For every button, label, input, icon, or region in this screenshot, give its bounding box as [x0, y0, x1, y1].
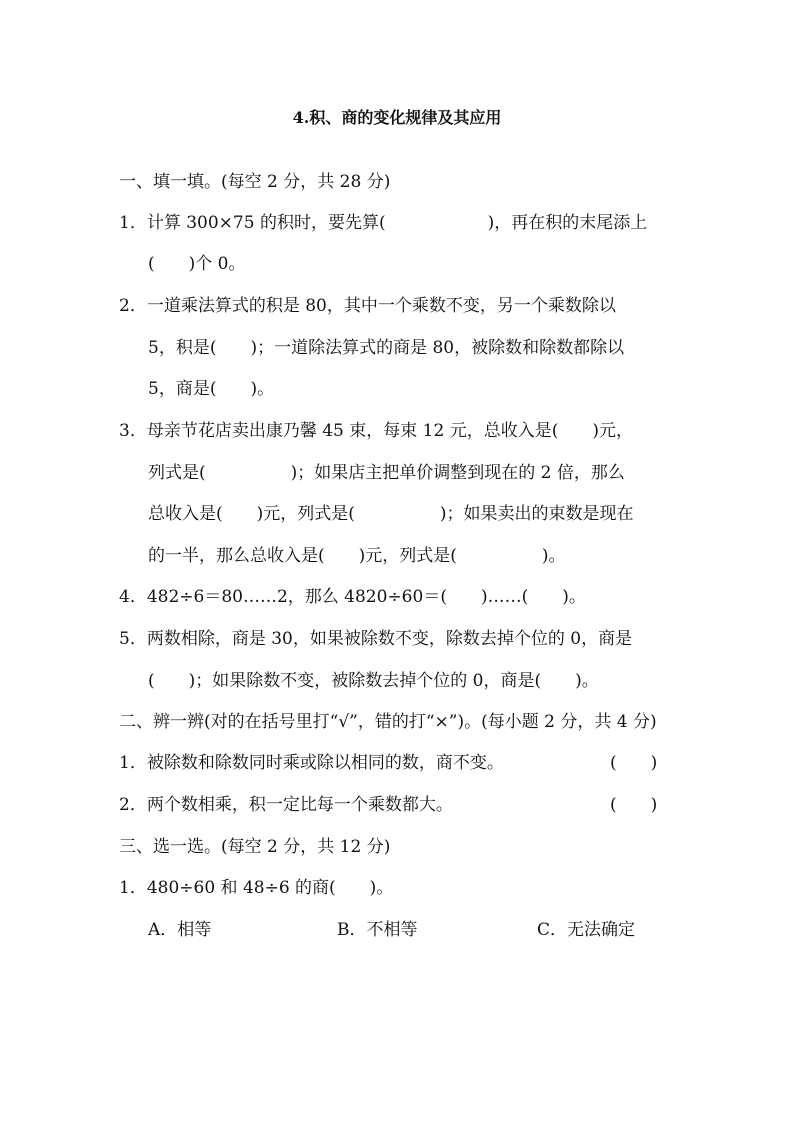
question-line: 5，积是( )；一道除法算式的商是 80，被除数和除数都除以 [148, 338, 625, 358]
question-line: 2．一道乘法算式的积是 80，其中一个乘数不变，另一个乘数除以 [119, 296, 616, 316]
question-line: ( )；如果除数不变，被除数去掉个位的 0，商是( )。 [148, 671, 599, 691]
question-line: 1．被除数和除数同时乘或除以相同的数，商不变。 [119, 753, 504, 773]
question-line: 4．482÷6＝80……2，那么 4820÷60＝( )……( )。 [119, 587, 586, 607]
question-line: 5．两数相除，商是 30，如果被除数不变，除数去掉个位的 0，商是 [119, 629, 633, 649]
section-2-heading: 二、辨一辨(对的在括号里打“√”，错的打“×”)。(每小题 2 分，共 4 分) [119, 712, 657, 732]
question-line: 2．两个数相乘，积一定比每一个乘数都大。 [119, 795, 453, 815]
question-line: ( )个 0。 [148, 254, 246, 274]
question-line: 1．计算 300×75 的积时，要先算( )，再在积的末尾添上 [119, 213, 648, 233]
question-line: 列式是( )；如果店主把单价调整到现在的 2 倍，那么 [148, 463, 625, 483]
option-b: B．不相等 [337, 920, 418, 940]
section-3-heading: 三、选一选。(每空 2 分，共 12 分) [119, 837, 391, 857]
question-line: 的一半，那么总收入是( )元，列式是( )。 [148, 546, 566, 566]
section-1-heading: 一、填一填。(每空 2 分，共 28 分) [119, 172, 391, 192]
question-line: 总收入是( )元，列式是( )；如果卖出的束数是现在 [148, 504, 634, 524]
question-line: 1．480÷60 和 48÷6 的商( )。 [119, 878, 394, 898]
answer-box: ( ) [610, 753, 658, 773]
question-line: 5，商是( )。 [148, 379, 275, 399]
page-title: 4.积、商的变化规律及其应用 [292, 108, 502, 127]
option-c: C．无法确定 [537, 920, 636, 940]
question-line: 3．母亲节花店卖出康乃馨 45 束，每束 12 元，总收入是( )元， [119, 421, 633, 441]
answer-box: ( ) [610, 795, 658, 815]
option-a: A．相等 [148, 920, 212, 940]
